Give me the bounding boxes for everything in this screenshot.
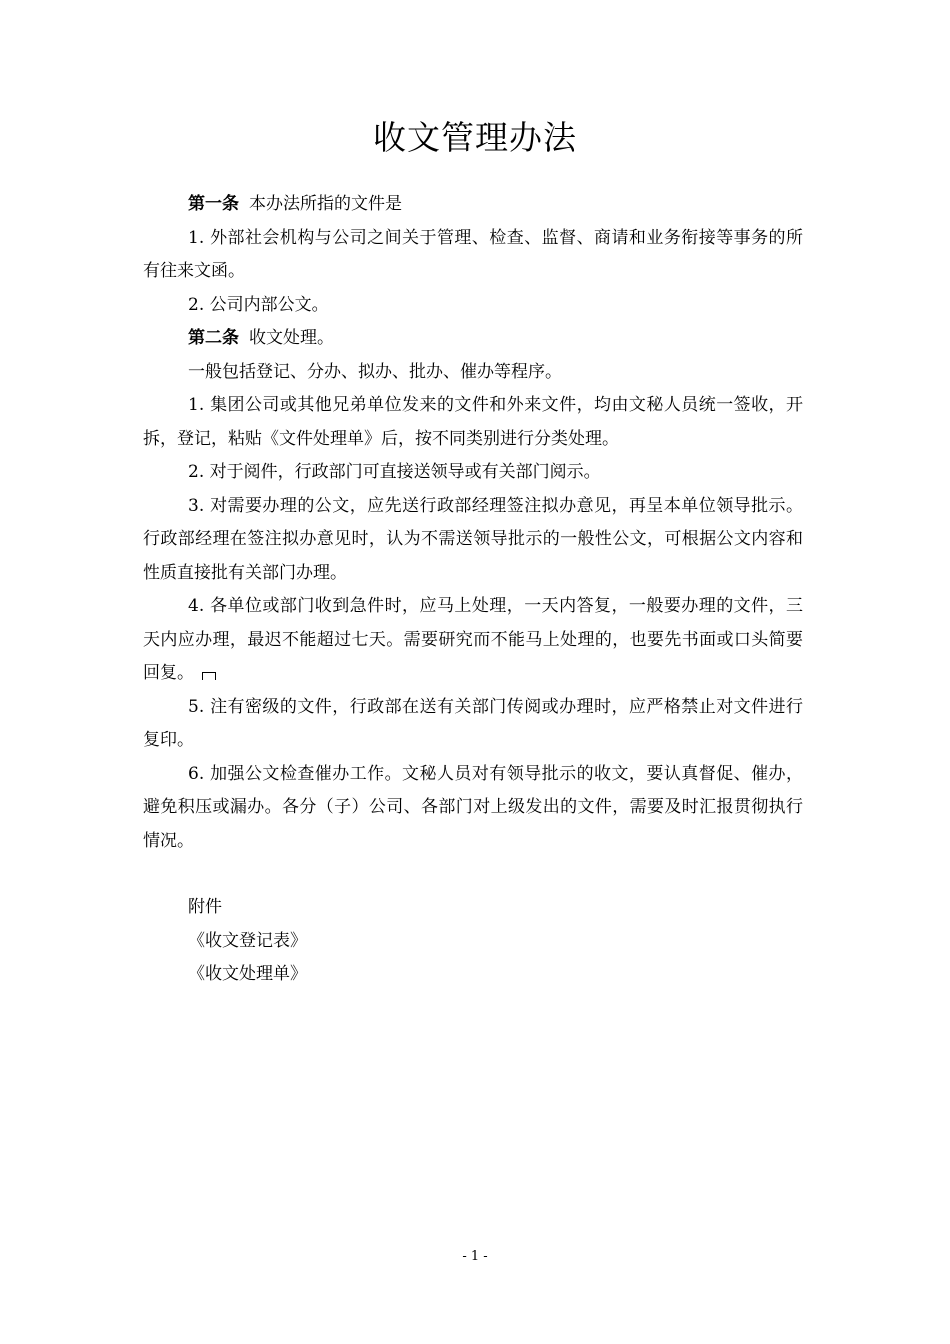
document-title: 收文管理办法 — [373, 118, 577, 157]
article-1-item: 1. 外部社会机构与公司之间关于管理、检查、监督、商请和业务衔接等事务的所有往来文函。 — [143, 227, 803, 281]
article-1-text: 本办法所指的文件是 — [249, 194, 402, 214]
paragraph-mark-icon — [202, 672, 216, 680]
article-2-heading — [143, 322, 803, 356]
article-2-item-text: 4. 各单位或部门收到急件时，应马上处理，一天内答复，一般要办理的文件，三天内应办理，最迟不能超过七天。需要研究而不能马上处理的，也要先书面或口头简要回复。 — [143, 596, 803, 683]
article-1-item: 2. 公司内部公文。 — [188, 294, 329, 315]
article-2-item — [143, 590, 803, 691]
article-2-item: 6. 加强公文检查催办工作。文秘人员对有领导批示的收文，要认真督促、催办，避免积压或漏办。各分（子）公司、各部门对上级发出的文件，需要及时汇报贯彻执行情况。 — [143, 763, 803, 851]
page-number: - 1 - — [462, 1249, 488, 1264]
article-2-item: 3. 对需要办理的公文，应先送行政部经理签注拟办意见，再呈本单位领导批示。行政部经理在签注拟办意见时，认为不需送领导批示的一般性公文，可根据公文内容和性质直接批有关部门办理。 — [143, 495, 803, 583]
article-2-text: 收文处理。 — [249, 328, 334, 348]
article-1-label: 第一条 — [188, 194, 239, 214]
document-body — [143, 188, 803, 858]
article-1-heading — [143, 188, 803, 222]
article-2-item: 5. 注有密级的文件，行政部在送有关部门传阅或办理时，应严格禁止对文件进行复印。 — [143, 696, 803, 750]
article-2-intro: 一般包括登记、分办、拟办、批办、催办等程序。 — [188, 361, 562, 382]
attachment-item: 《收文登记表》 — [188, 930, 307, 951]
attachment-item: 《收文处理单》 — [188, 964, 307, 984]
attachments — [188, 891, 307, 992]
article-2-item: 1. 集团公司或其他兄弟单位发来的文件和外来文件，均由文秘人员统一签收，开拆，登记，粘贴《文件处理单》后，按不同类别进行分类处理。 — [143, 395, 803, 449]
article-2-item: 2. 对于阅件，行政部门可直接送领导或有关部门阅示。 — [188, 462, 601, 482]
article-2-label: 第二条 — [188, 328, 239, 348]
attachments-heading: 附件 — [188, 897, 222, 917]
